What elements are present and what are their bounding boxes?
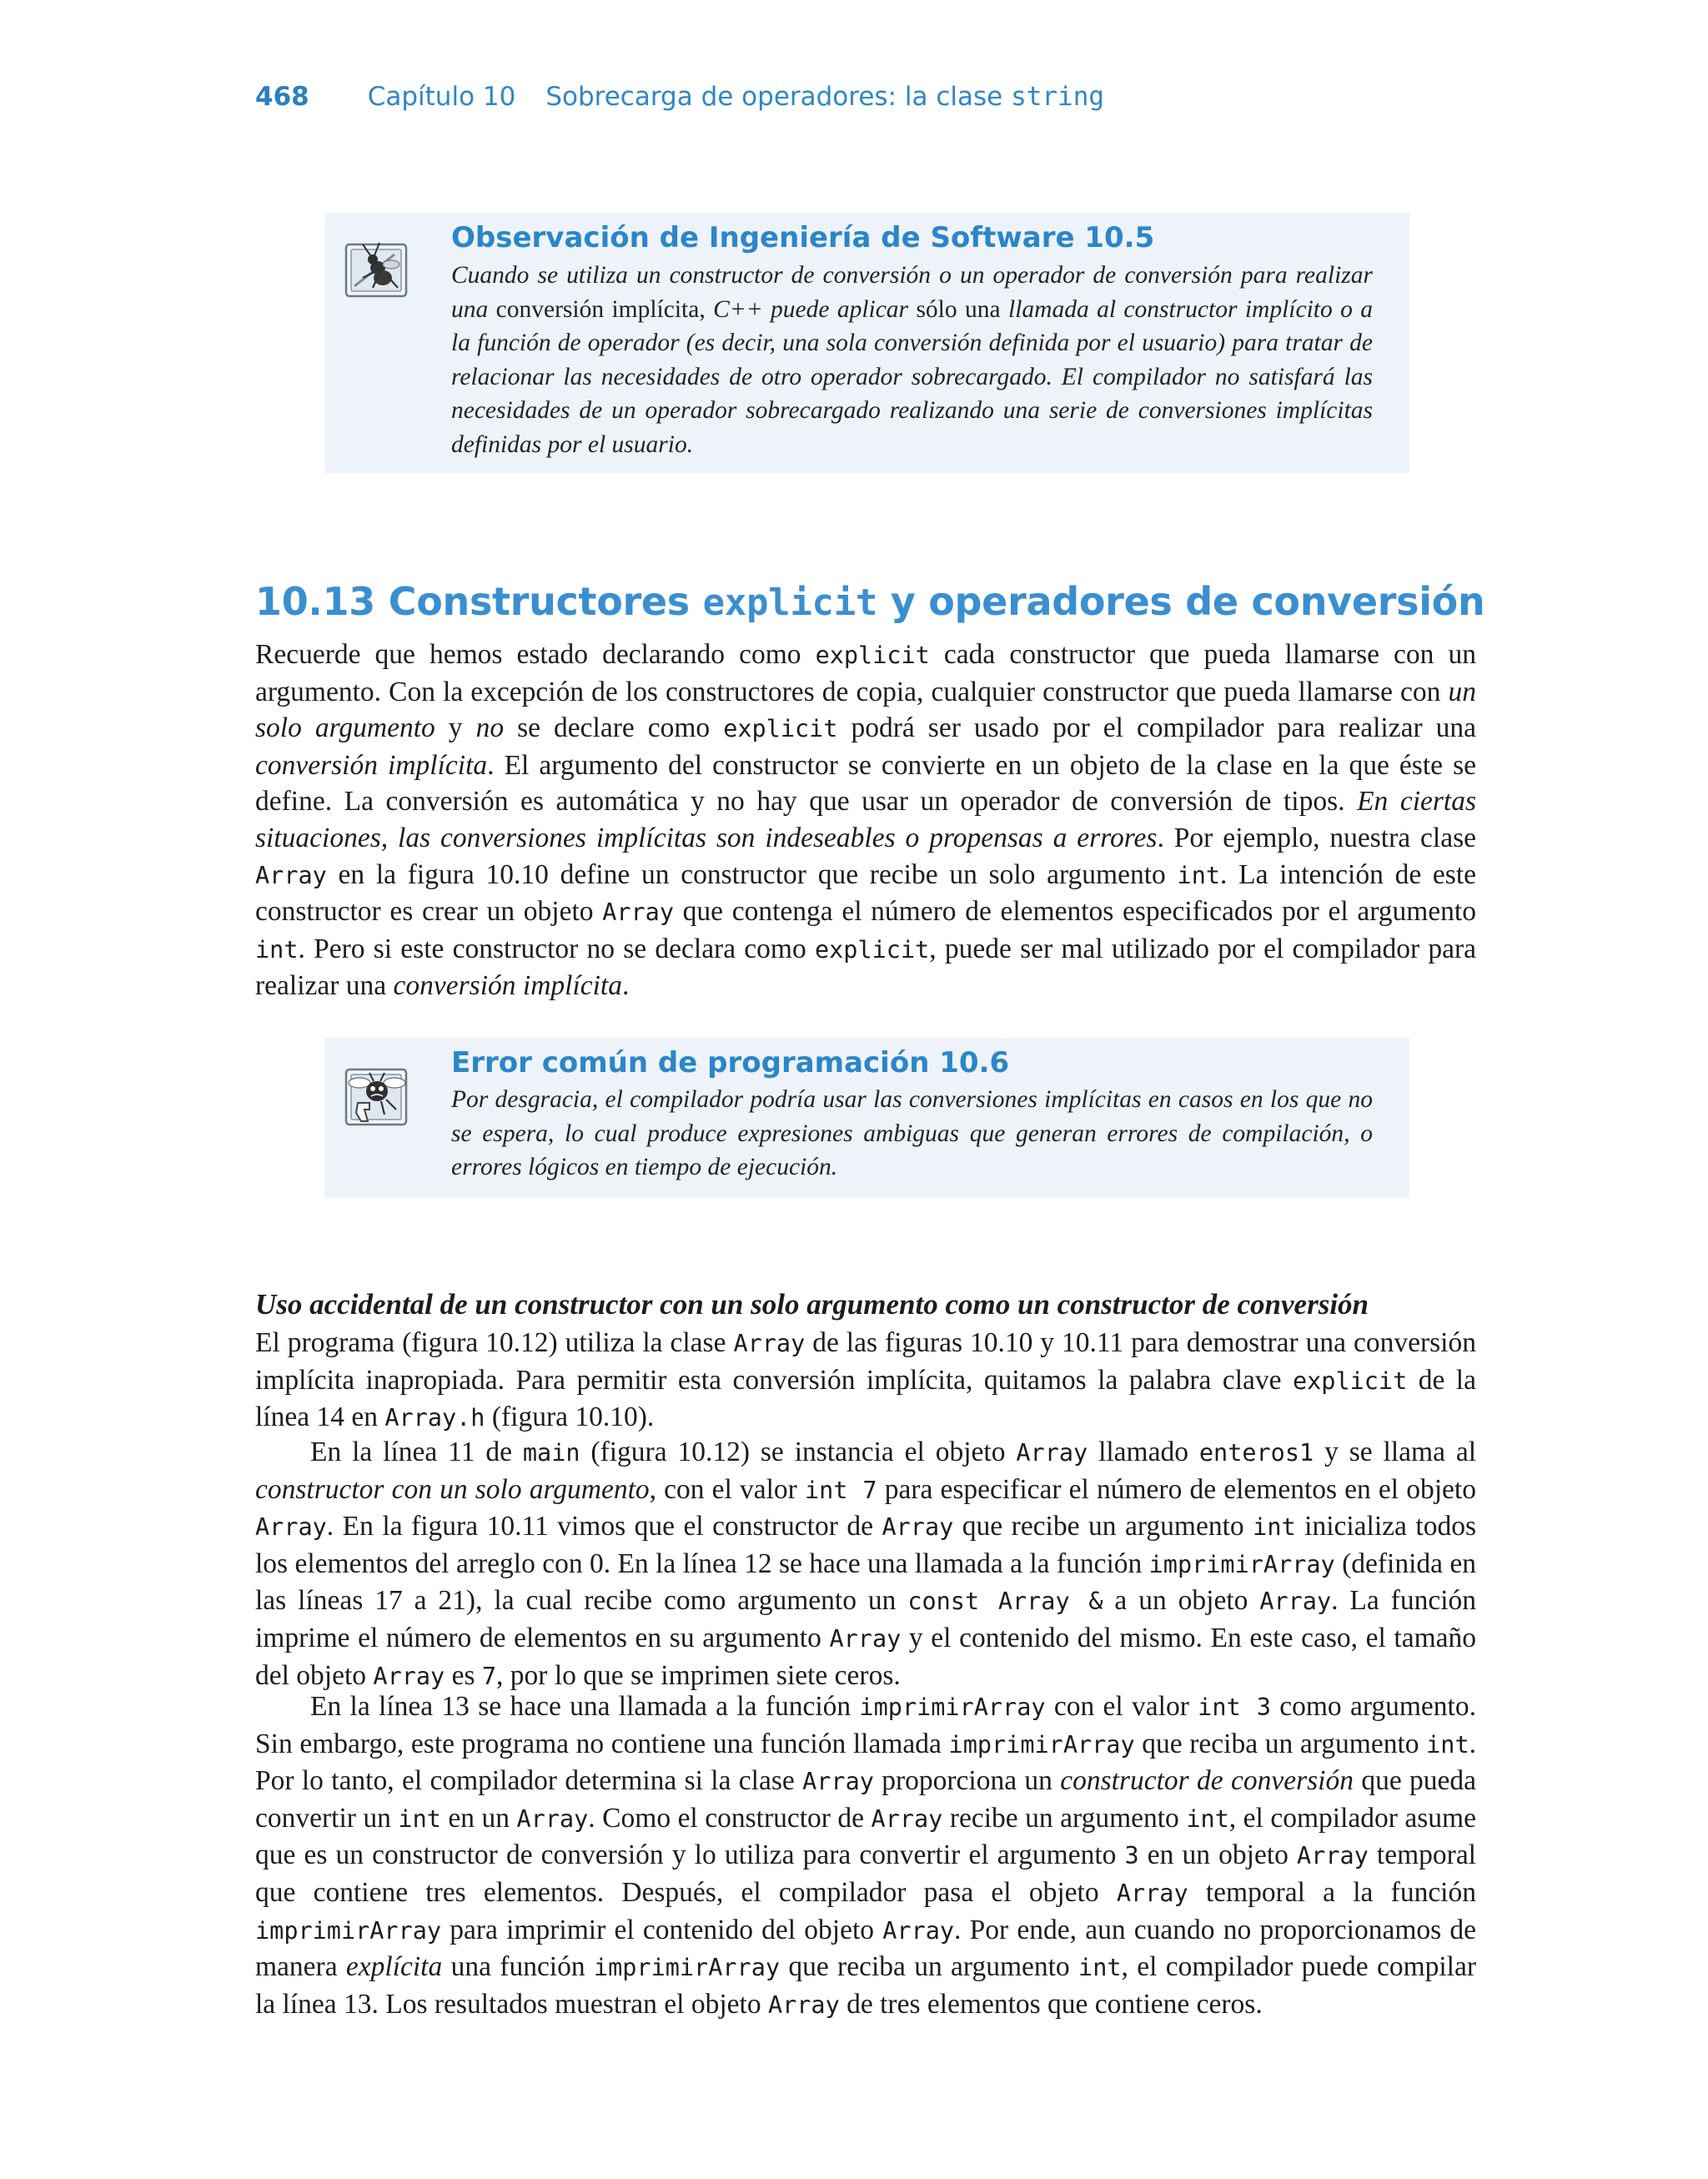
inline-code: Array (602, 898, 674, 927)
text-run: y (435, 712, 476, 744)
text-run: cada constructor que pueda llamarse con un argumento. Con la excepción de los constructores de copia, cualquier constructor que pueda llamarse con (255, 639, 1476, 707)
body-paragraph-2 (255, 1325, 1476, 1437)
inline-code: Array (767, 1990, 840, 2019)
text-run: en un (440, 1802, 517, 1834)
inline-code: Array (733, 1330, 806, 1357)
emphasis: conversión implícita (255, 749, 488, 781)
text-run: que pueda convertir un (255, 1765, 1477, 1834)
inline-code: 3 (1124, 1842, 1139, 1870)
inline-code: Array (1016, 1439, 1088, 1467)
inline-code: imprimirArray (255, 1916, 442, 1945)
section-title-code: explicit (702, 581, 878, 624)
text-run: (figura 10.10). (485, 1402, 655, 1433)
inline-code: Array (255, 1513, 327, 1542)
inline-code: explicit (814, 935, 930, 964)
chapter-title: Sobrecarga de operadores: la clase (545, 82, 1003, 112)
text-run: Recuerde que hemos estado declarando como (255, 639, 816, 670)
text-run: inicializa todos los elementos del arreglo con 0. En la línea 12 se hace una llamada a la función (255, 1511, 1477, 1579)
inline-code: int (1177, 861, 1221, 889)
inline-code: Array (882, 1513, 954, 1542)
text-run: , el compilador asume que es un constructor de conversión y lo utiliza para convertir el argumento (255, 1802, 1476, 1871)
body-paragraph-3 (255, 1434, 1476, 1694)
inline-code: Array (516, 1804, 589, 1833)
inline-code: const Array & (907, 1588, 1103, 1616)
text-run: con el valor (1045, 1691, 1198, 1722)
emphasis: llamada al constructor implícito o a la función de operador (es decir, una sola conversión definida por el usuario) para tratar de relacionar las necesidades de otro operador sobrecargado. El compilador no satisfará las necesidades de un operador sobrecargado realizando una serie de conversiones implícitas definidas por el usuario. (451, 295, 1373, 458)
text-run: que recibe un argumento (953, 1511, 1253, 1542)
inline-code: Array (882, 1916, 955, 1945)
text-run: . Pero si este constructor no se declara como (298, 933, 815, 964)
emphasis: no (475, 712, 505, 744)
emphasis: C++ puede aplicar (713, 295, 909, 323)
text-run: para imprimir el contenido del objeto (441, 1914, 883, 1945)
text-run: El programa (figura 10.12) utiliza la clase (255, 1327, 734, 1358)
emphasis: En ciertas situaciones, las conversiones implícitas son indeseables o propensas a errores (255, 786, 1477, 853)
note-title: Error común de programación 10.6 (451, 1046, 1010, 1079)
emphasis: Cuando se utiliza un constructor de conversión o un operador de conversión para realizar una (451, 262, 1373, 323)
text-run: . En la figura 10.11 vimos que el constructor de (326, 1511, 882, 1542)
text-run: temporal que contiene tres elementos. Después, el compilador pasa el objeto (255, 1839, 1476, 1908)
text-run: . Por ejemplo, nuestra clase (1157, 822, 1477, 853)
inline-code: enteros1 (1198, 1439, 1314, 1467)
text-run: en la figura 10.10 define un constructor que recibe un solo argumento (326, 858, 1178, 890)
chapter-label: Capítulo 10 (367, 82, 516, 112)
text-run: , por lo que se imprimen siete ceros. (496, 1659, 901, 1691)
inline-code: int (1253, 1513, 1296, 1542)
emphasis: constructor de conversión (1060, 1765, 1354, 1797)
emphasis: explícita (345, 1951, 443, 1983)
inline-code: int (1186, 1804, 1229, 1833)
text-run: . Por lo tanto, el compilador determina si la clase (255, 1728, 1476, 1797)
text-run: a un objeto (1103, 1585, 1260, 1617)
text-run: sólo una (908, 295, 1008, 323)
text-run: para especificar el número de elementos en el objeto (877, 1473, 1476, 1505)
inline-code: main (522, 1439, 580, 1467)
text-run: una función (442, 1951, 594, 1983)
text-run: . Por ende, aun cuando no proporcionamos de manera (255, 1914, 1476, 1983)
inline-code: int 3 (1198, 1693, 1271, 1721)
note-title: Observación de Ingeniería de Software 10.5 (451, 221, 1155, 254)
emphasis: Por desgracia, el compilador podría usar las conversiones implícitas en casos en los que no se espera, lo cual produce expresiones ambiguas que generan errores de compilación, o errores lógicos en tiempo de ejecución. (451, 1086, 1373, 1181)
section-title-before: Constructores (388, 579, 690, 624)
inline-code: Array (802, 1768, 874, 1796)
emphasis: constructor con un solo argumento (255, 1473, 650, 1505)
text-run: como argumento. Sin embargo, este programa no contiene una función llamada (255, 1691, 1476, 1759)
text-run: . La intención de este constructor es crear un objeto (255, 858, 1476, 928)
text-run: , con el valor (649, 1473, 805, 1505)
bug-thumbs-down-icon (343, 1063, 411, 1131)
inline-code: Array (1297, 1842, 1369, 1870)
emphasis: un solo argumento (255, 676, 1476, 744)
text-run: conversión implícita, (488, 295, 714, 323)
inline-code: int (1078, 1954, 1122, 1982)
text-run: temporal a la función (1188, 1876, 1476, 1908)
inline-code: Array (829, 1624, 902, 1653)
inline-code: explicit (815, 642, 930, 669)
chapter-title-code: string (1011, 82, 1105, 112)
text-run: . El argumento del constructor se convierte en un objeto de la clase en la que éste se define. La conversión es automática y no hay que usar un operador de conversión de tipos. (255, 749, 1476, 818)
text-run: se declare como (504, 712, 724, 744)
emphasis: conversión implícita (393, 970, 622, 1002)
ant-engineer-icon (343, 236, 411, 304)
text-run: de tres elementos que contiene ceros. (839, 1988, 1263, 2020)
text-run: en un objeto (1138, 1839, 1298, 1871)
inline-code: imprimirArray (593, 1954, 781, 1982)
text-run: . (622, 970, 630, 1002)
inline-code: explicit (723, 715, 838, 743)
inline-code: Array.h (384, 1404, 485, 1432)
text-run: , puede ser mal utilizado por el compilador para realizar una (255, 933, 1476, 1002)
inline-code: Array (1116, 1879, 1188, 1907)
inline-code: Array (255, 861, 327, 889)
text-run: proporciona un (873, 1765, 1061, 1797)
inline-code: int (398, 1804, 441, 1833)
running-header (255, 82, 1104, 112)
text-run: y el contenido del mismo. En este caso, el tamaño del objeto (255, 1622, 1477, 1691)
body-paragraph-4 (255, 1688, 1476, 2023)
software-engineering-note (324, 213, 1409, 473)
text-run: . La función imprime el número de elementos en su argumento (255, 1585, 1477, 1653)
inline-code: int (1426, 1730, 1469, 1759)
note-text (451, 259, 1373, 462)
text-run: que reciba un argumento (780, 1951, 1079, 1983)
page-number: 468 (255, 82, 309, 112)
text-run: recibe un argumento (942, 1802, 1187, 1834)
text-run: En la línea 13 se hace una llamada a la función (310, 1691, 860, 1722)
inline-code: int 7 (804, 1476, 877, 1504)
inline-code: imprimirArray (948, 1730, 1135, 1759)
note-text (451, 1083, 1373, 1185)
inline-code: Array (871, 1804, 943, 1833)
text-run: En la línea 11 de (310, 1437, 523, 1467)
subheading: Uso accidental de un constructor con un solo argumento como un constructor de conversión (255, 1288, 1369, 1321)
text-run: de las figuras 10.10 y 10.11 para demostrar una conversión implícita inapropiada. Para permitir esta conversión implícita, quitamos la palabra clave (255, 1327, 1476, 1396)
text-run: y se llama al (1314, 1437, 1477, 1467)
body-paragraph-1 (255, 637, 1476, 1004)
section-number: 10.13 (255, 579, 376, 624)
text-run: que reciba un argumento (1134, 1728, 1427, 1759)
inline-code: Array (1259, 1588, 1332, 1616)
text-run: (definida en las líneas 17 a 21), la cual recibe como argumento un (255, 1547, 1476, 1617)
text-run: (figura 10.12) se instancia el objeto (580, 1437, 1017, 1467)
common-error-note (324, 1038, 1409, 1198)
text-run: de la línea 14 en (255, 1364, 1476, 1433)
section-heading (255, 579, 1484, 624)
text-run: . Como el constructor de (588, 1802, 872, 1834)
inline-code: 7 (481, 1662, 497, 1690)
text-run: podrá ser usado por el compilador para realizar una (837, 712, 1476, 744)
inline-code: imprimirArray (1148, 1550, 1335, 1578)
text-run: es (445, 1659, 482, 1691)
inline-code: explicit (1292, 1366, 1408, 1395)
text-run: que contenga el número de elementos especificados por el argumento (673, 896, 1476, 928)
inline-code: Array (373, 1662, 445, 1690)
text-run: , el compilador puede compilar la línea 13. Los resultados muestran el objeto (255, 1951, 1477, 2020)
text-run: llamado (1088, 1437, 1199, 1467)
section-title-after: y operadores de conversión (890, 579, 1485, 624)
inline-code: imprimirArray (859, 1693, 1046, 1721)
inline-code: int (255, 935, 299, 964)
